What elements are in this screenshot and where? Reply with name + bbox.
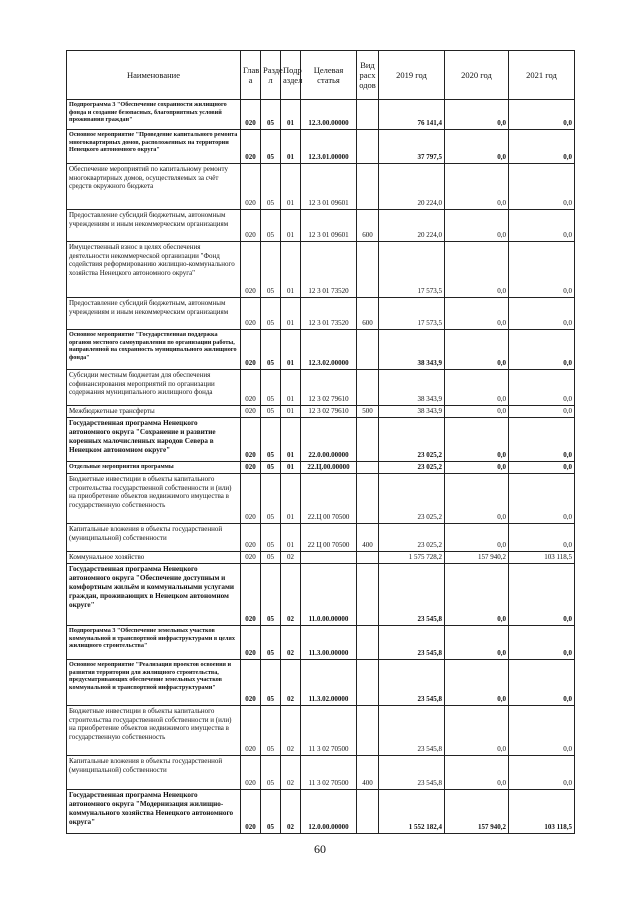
- row-2019: 23 025,2: [379, 524, 445, 552]
- row-2019: 23 545,8: [379, 626, 445, 660]
- row-2021: 0,0: [509, 474, 575, 524]
- row-glav: 020: [241, 626, 261, 660]
- row-name: Субсидии местным бюджетам для обеспечения софинансирования мероприятий по организации содержания муниципального жилищного фонда: [67, 370, 241, 406]
- row-glav: 020: [241, 406, 261, 418]
- row-target: 12 3 02 79610: [301, 406, 357, 418]
- row-vid: 400: [357, 524, 379, 552]
- row-name: Бюджетные инвестиции в объекты капитального строительства государственной собственности и (или) на приобретение объектов недвижимого имущества в государственную собственность: [67, 474, 241, 524]
- row-podrazdel: 02: [281, 564, 301, 626]
- table-row: [67, 210, 575, 242]
- header-razdel: Разде л: [261, 51, 281, 100]
- row-2020: 0,0: [445, 330, 509, 370]
- row-2020: 0,0: [445, 418, 509, 462]
- row-razdel: 05: [261, 370, 281, 406]
- table-row: [67, 130, 575, 164]
- row-razdel: 05: [261, 524, 281, 552]
- row-razdel: 05: [261, 790, 281, 834]
- row-2021: 0,0: [509, 210, 575, 242]
- row-2021: 0,0: [509, 660, 575, 706]
- row-2019: 1 575 728,2: [379, 552, 445, 564]
- table-row: [67, 756, 575, 790]
- row-podrazdel: 01: [281, 462, 301, 474]
- row-razdel: 05: [261, 660, 281, 706]
- table-row: [67, 552, 575, 564]
- table-body: [67, 100, 575, 834]
- row-name: Подпрограмма 3 "Обеспечение сохранности жилищного фонда и создание безопасных, благоприятных условий проживания граждан": [67, 100, 241, 130]
- row-razdel: 05: [261, 406, 281, 418]
- row-glav: 020: [241, 564, 261, 626]
- row-glav: 020: [241, 660, 261, 706]
- row-target: 22.Ц 00 70500: [301, 474, 357, 524]
- row-podrazdel: 01: [281, 330, 301, 370]
- row-target: 11.3.02.00000: [301, 660, 357, 706]
- row-2019: 38 343,9: [379, 330, 445, 370]
- row-glav: 020: [241, 756, 261, 790]
- row-podrazdel: 01: [281, 418, 301, 462]
- row-vid: [357, 462, 379, 474]
- row-target: [301, 552, 357, 564]
- row-vid: [357, 418, 379, 462]
- row-2020: 0,0: [445, 626, 509, 660]
- row-name: Межбюджетные трансферты: [67, 406, 241, 418]
- row-glav: 020: [241, 418, 261, 462]
- row-2021: 0,0: [509, 164, 575, 210]
- row-razdel: 05: [261, 552, 281, 564]
- row-2019: 38 343,9: [379, 406, 445, 418]
- row-2019: 17 573,5: [379, 242, 445, 298]
- row-2020: 0,0: [445, 524, 509, 552]
- table-row: [67, 298, 575, 330]
- row-vid: [357, 100, 379, 130]
- row-podrazdel: 02: [281, 790, 301, 834]
- row-glav: 020: [241, 130, 261, 164]
- row-target: 22.0.00.00000: [301, 418, 357, 462]
- header-vid: Вид расх одов: [357, 51, 379, 100]
- row-2021: 103 118,5: [509, 552, 575, 564]
- row-podrazdel: 02: [281, 660, 301, 706]
- row-2019: 23 545,8: [379, 564, 445, 626]
- row-2020: 0,0: [445, 242, 509, 298]
- row-target: 12 3 01 73520: [301, 242, 357, 298]
- row-2021: 0,0: [509, 564, 575, 626]
- row-2020: 0,0: [445, 462, 509, 474]
- table-row: [67, 564, 575, 626]
- row-2020: 0,0: [445, 756, 509, 790]
- row-vid: [357, 552, 379, 564]
- row-podrazdel: 01: [281, 298, 301, 330]
- header-name: Наименование: [67, 51, 241, 100]
- row-name: Государственная программа Ненецкого автономного округа "Сохранение и развитие коренных малочисленных народов Севера в Ненецком автономном округе": [67, 418, 241, 462]
- row-glav: 020: [241, 242, 261, 298]
- row-razdel: 05: [261, 242, 281, 298]
- row-2021: 0,0: [509, 242, 575, 298]
- row-target: 12 3 02 79610: [301, 370, 357, 406]
- row-name: Капитальные вложения в объекты государственной (муниципальной) собственности: [67, 524, 241, 552]
- row-target: 12.3.01.00000: [301, 130, 357, 164]
- row-vid: [357, 370, 379, 406]
- row-razdel: 05: [261, 100, 281, 130]
- row-podrazdel: 01: [281, 210, 301, 242]
- row-2020: 157 940,2: [445, 552, 509, 564]
- row-target: 11 3 02 70500: [301, 756, 357, 790]
- row-2021: 0,0: [509, 370, 575, 406]
- row-2020: 0,0: [445, 660, 509, 706]
- row-razdel: 05: [261, 626, 281, 660]
- header-podrazdel: Подр аздел: [281, 51, 301, 100]
- table-row: [67, 524, 575, 552]
- row-2019: 17 573,5: [379, 298, 445, 330]
- row-2021: 0,0: [509, 330, 575, 370]
- row-name: Отдельные мероприятия программы: [67, 462, 241, 474]
- row-2020: 0,0: [445, 130, 509, 164]
- row-target: 12.3.00.00000: [301, 100, 357, 130]
- row-podrazdel: 01: [281, 474, 301, 524]
- row-glav: 020: [241, 474, 261, 524]
- row-vid: 500: [357, 406, 379, 418]
- row-target: 22 Ц 00 70500: [301, 524, 357, 552]
- row-razdel: 05: [261, 474, 281, 524]
- row-glav: 020: [241, 210, 261, 242]
- table-row: [67, 164, 575, 210]
- row-target: 12.3.02.00000: [301, 330, 357, 370]
- row-2021: 0,0: [509, 418, 575, 462]
- row-2019: 23 545,8: [379, 706, 445, 756]
- table-row: [67, 474, 575, 524]
- row-2020: 0,0: [445, 474, 509, 524]
- row-2019: 38 343,9: [379, 370, 445, 406]
- row-2019: 76 141,4: [379, 100, 445, 130]
- row-2020: 0,0: [445, 210, 509, 242]
- row-name: Основное мероприятие "Государственная поддержка органов местного самоуправления по организации работы, направленной на сохранность муниципального жилищного фонда": [67, 330, 241, 370]
- header-2021: 2021 год: [509, 51, 575, 100]
- row-2021: 0,0: [509, 524, 575, 552]
- row-2019: 37 797,5: [379, 130, 445, 164]
- row-name: Подпрограмма 3 "Обеспечение земельных участков коммунальной и транспортной инфраструктурами в целях жилищного строительства": [67, 626, 241, 660]
- table-row: [67, 660, 575, 706]
- table-row: [67, 370, 575, 406]
- row-glav: 020: [241, 552, 261, 564]
- row-target: 12 3 01 09601: [301, 210, 357, 242]
- row-glav: 020: [241, 706, 261, 756]
- row-2021: 0,0: [509, 130, 575, 164]
- row-razdel: 05: [261, 706, 281, 756]
- table-header: [67, 51, 575, 100]
- row-target: 11 3 02 70500: [301, 706, 357, 756]
- table-row: [67, 330, 575, 370]
- row-razdel: 05: [261, 298, 281, 330]
- row-glav: 020: [241, 100, 261, 130]
- row-vid: 400: [357, 756, 379, 790]
- table-row: [67, 462, 575, 474]
- row-target: 11.0.00.00000: [301, 564, 357, 626]
- header-glav: Глав а: [241, 51, 261, 100]
- row-name: Предоставление субсидий бюджетным, автономным учреждениям и иным некоммерческим организациям: [67, 210, 241, 242]
- table-row: [67, 418, 575, 462]
- row-2020: 0,0: [445, 370, 509, 406]
- row-target: 12 3 01 73520: [301, 298, 357, 330]
- page-number: 60: [314, 842, 326, 856]
- row-2019: 23 025,2: [379, 418, 445, 462]
- row-2020: 0,0: [445, 164, 509, 210]
- row-glav: 020: [241, 370, 261, 406]
- row-podrazdel: 01: [281, 130, 301, 164]
- row-name: Имущественный взнос в целях обеспечения деятельности некоммерческой организации "Фонд содействия реформированию жилищно-коммунального хозяйства Ненецкого автономного округа": [67, 242, 241, 298]
- row-vid: [357, 242, 379, 298]
- row-podrazdel: 01: [281, 406, 301, 418]
- table-row: [67, 790, 575, 834]
- row-name: Обеспечение мероприятий по капитальному ремонту многоквартирных домов, осуществляемых за счёт средств окружного бюджета: [67, 164, 241, 210]
- row-name: Бюджетные инвестиции в объекты капитального строительства государственной собственности и (или) на приобретение объектов недвижимого имущества в государственную собственность: [67, 706, 241, 756]
- row-razdel: 05: [261, 130, 281, 164]
- row-name: Коммунальное хозяйство: [67, 552, 241, 564]
- row-2019: 20 224,0: [379, 164, 445, 210]
- row-glav: 020: [241, 298, 261, 330]
- table-row: [67, 706, 575, 756]
- row-2020: 0,0: [445, 298, 509, 330]
- row-2020: 0,0: [445, 100, 509, 130]
- row-2019: 23 545,8: [379, 660, 445, 706]
- row-razdel: 05: [261, 418, 281, 462]
- row-name: Основное мероприятие "Проведение капитального ремонта многоквартирных домов, расположенных на территории Ненецкого автономного округа": [67, 130, 241, 164]
- row-2021: 0,0: [509, 626, 575, 660]
- header-2019: 2019 год: [379, 51, 445, 100]
- row-razdel: 05: [261, 756, 281, 790]
- row-vid: [357, 130, 379, 164]
- row-target: 22.Ц.00.00000: [301, 462, 357, 474]
- row-2019: 20 224,0: [379, 210, 445, 242]
- row-podrazdel: 02: [281, 756, 301, 790]
- row-2021: 0,0: [509, 100, 575, 130]
- row-vid: 600: [357, 298, 379, 330]
- row-vid: [357, 164, 379, 210]
- budget-table: [66, 50, 575, 834]
- row-vid: [357, 660, 379, 706]
- row-name: Государственная программа Ненецкого автономного округа "Модернизация жилищно-коммунального хозяйства Ненецкого автономного округа": [67, 790, 241, 834]
- row-name: Государственная программа Ненецкого автономного округа "Обеспечение доступным и комфортным жильём и коммунальными услугами граждан, проживающих в Ненецком автономном округе": [67, 564, 241, 626]
- row-2021: 0,0: [509, 706, 575, 756]
- table-row: [67, 406, 575, 418]
- header-2020: 2020 год: [445, 51, 509, 100]
- table-row: [67, 626, 575, 660]
- row-2020: 0,0: [445, 406, 509, 418]
- row-podrazdel: 02: [281, 626, 301, 660]
- row-glav: 020: [241, 462, 261, 474]
- row-2021: 103 118,5: [509, 790, 575, 834]
- row-vid: [357, 790, 379, 834]
- row-glav: 020: [241, 330, 261, 370]
- row-name: Основное мероприятие "Реализация проектов освоения и развития территории для жилищного строительства, предусматривающих обеспечение земельных участков коммунальной и транспортной инфраструктурами": [67, 660, 241, 706]
- row-podrazdel: 01: [281, 370, 301, 406]
- row-2019: 1 552 182,4: [379, 790, 445, 834]
- row-2021: 0,0: [509, 298, 575, 330]
- table-row: [67, 242, 575, 298]
- row-2021: 0,0: [509, 462, 575, 474]
- row-vid: 600: [357, 210, 379, 242]
- row-podrazdel: 01: [281, 100, 301, 130]
- row-name: Капитальные вложения в объекты государственной (муниципальной) собственности: [67, 756, 241, 790]
- row-vid: [357, 626, 379, 660]
- row-target: 12 3 01 09601: [301, 164, 357, 210]
- row-2021: 0,0: [509, 756, 575, 790]
- row-podrazdel: 02: [281, 552, 301, 564]
- row-razdel: 05: [261, 462, 281, 474]
- row-razdel: 05: [261, 330, 281, 370]
- row-vid: [357, 564, 379, 626]
- row-vid: [357, 706, 379, 756]
- row-glav: 020: [241, 524, 261, 552]
- row-name: Предоставление субсидий бюджетным, автономным учреждениям и иным некоммерческим организациям: [67, 298, 241, 330]
- row-podrazdel: 01: [281, 242, 301, 298]
- row-vid: [357, 474, 379, 524]
- row-2020: 0,0: [445, 706, 509, 756]
- row-podrazdel: 01: [281, 524, 301, 552]
- row-razdel: 05: [261, 164, 281, 210]
- table-row: [67, 100, 575, 130]
- row-glav: 020: [241, 164, 261, 210]
- row-target: 12.0.00.00000: [301, 790, 357, 834]
- row-glav: 020: [241, 790, 261, 834]
- row-target: 11.3.00.00000: [301, 626, 357, 660]
- row-2019: 23 025,2: [379, 474, 445, 524]
- header-target: Целевая статья: [301, 51, 357, 100]
- row-podrazdel: 01: [281, 164, 301, 210]
- row-podrazdel: 02: [281, 706, 301, 756]
- row-2020: 157 940,2: [445, 790, 509, 834]
- row-razdel: 05: [261, 210, 281, 242]
- row-razdel: 05: [261, 564, 281, 626]
- row-2019: 23 545,8: [379, 756, 445, 790]
- row-2020: 0,0: [445, 564, 509, 626]
- row-vid: [357, 330, 379, 370]
- row-2021: 0,0: [509, 406, 575, 418]
- row-2019: 23 025,2: [379, 462, 445, 474]
